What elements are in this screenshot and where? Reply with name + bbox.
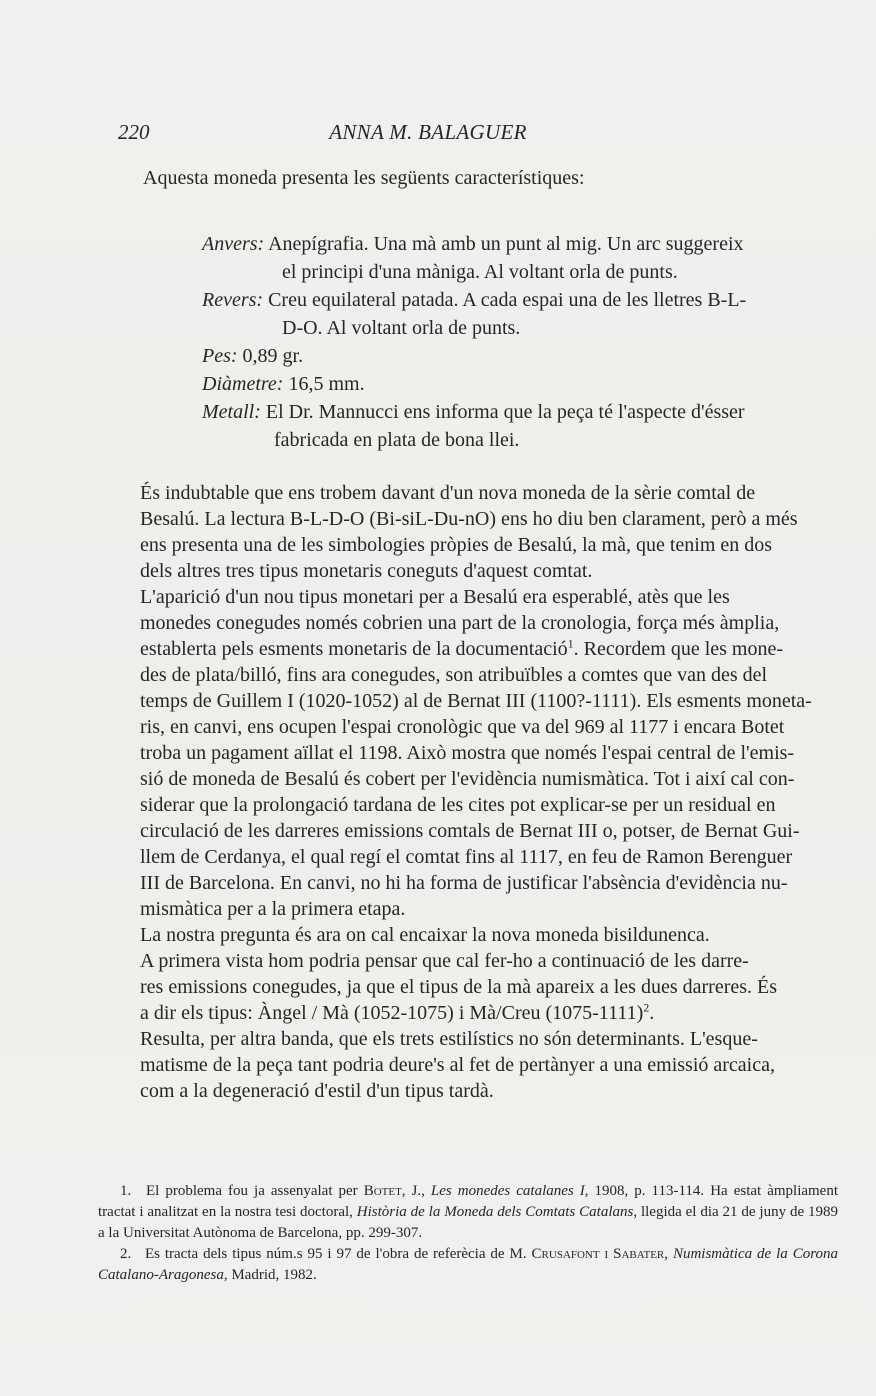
text-line: ens presenta una de les simbologies pròpies de Besalú, la mà, que tenim en dos	[140, 534, 773, 556]
entry-label: Revers:	[202, 289, 264, 311]
entry-text: Anepígrafia. Una mà amb un punt al mig. Un arc suggereix	[268, 233, 744, 255]
entry-pes	[202, 342, 842, 370]
page-header	[118, 120, 738, 148]
coin-characteristics	[202, 230, 842, 454]
text-line: troba un pagament aïllat el 1198. Això mostra que només l'espai central de l'emis-	[140, 742, 795, 764]
footnote-text: , Madrid, 1982.	[223, 1267, 317, 1283]
paragraph-5	[96, 1026, 836, 1104]
text-line: L'aparició d'un nou tipus monetari per a Besalú era esperablé, atès que les	[140, 586, 730, 608]
entry-text: El Dr. Mannucci ens informa que la peça té l'aspecte d'ésser	[265, 401, 745, 423]
entry-text: 16,5 mm.	[288, 373, 365, 395]
text-line: És indubtable que ens trobem davant d'un nova moneda de la sèrie comtal de	[140, 482, 756, 504]
text-line: res emissions conegudes, ja que el tipus de la mà apareix a les dues darreres. És	[140, 976, 778, 998]
entry-text: el principi d'una màniga. Al voltant orla de punts.	[282, 261, 678, 283]
entry-diametre	[202, 370, 842, 398]
text-line: des de plata/billó, fins ara conegudes, son atribuïbles a comtes que van des del	[140, 664, 768, 686]
text-fragment: a dir els tipus: Àngel / Mà (1052-1075) i Mà/Creu (1075-1111)	[140, 1002, 644, 1024]
text-line: A primera vista hom podria pensar que cal fer-ho a continuació de les darre-	[140, 950, 749, 972]
entry-label: Diàmetre:	[202, 373, 284, 395]
footnote-2	[98, 1244, 838, 1286]
paragraph-3	[96, 922, 836, 948]
footnote-text: El problema fou ja assenyalat per	[146, 1183, 364, 1199]
entry-metall	[202, 398, 842, 454]
intro-sentence: Aquesta moneda presenta les següents característiques:	[143, 167, 585, 189]
text-line: Besalú. La lectura B-L-D-O (Bi-siL-Du-nO) ens ho diu ben clarament, però a més	[140, 508, 798, 530]
text-line: mismàtica per a la primera etapa.	[140, 898, 406, 920]
entry-text: Creu equilateral patada. A cada espai una de les lletres B-L-	[268, 289, 747, 311]
footnote-ref-1[interactable]: 1	[567, 636, 574, 651]
text-line: circulació de les darreres emissions comtals de Bernat III o, potser, de Bernat Gui-	[140, 820, 800, 842]
footnote-number: 1.	[120, 1183, 132, 1199]
text-line: sió de moneda de Besalú és cobert per l'evidència numismàtica. Tot i així cal con-	[140, 768, 795, 790]
text-line: com a la degeneració d'estil d'un tipus tardà.	[140, 1080, 494, 1102]
footnote-text: , 1908, p. 113-114. Ha estat àmpliament tractat i analitzat en la nostra tesi doctoral,	[98, 1183, 839, 1220]
text-fragment: establerta pels esments monetaris de la documentació	[140, 638, 568, 660]
entry-text: 0,89 gr.	[242, 345, 304, 367]
text-line: Resulta, per altra banda, que els trets estilístics no són determinants. L'esque-	[140, 1028, 758, 1050]
text-line: matisme de la peça tant podria deure's al fet de pertànyer a una emissió arcaica,	[140, 1054, 775, 1076]
entry-text: fabricada en plata de bona llei.	[274, 429, 520, 451]
text-fragment: .	[649, 1002, 655, 1024]
entry-text: D-O. Al voltant orla de punts.	[282, 317, 521, 339]
page-number: 220	[118, 120, 150, 144]
footnote-title: Història de la Moneda dels Comtats Catalans	[356, 1204, 634, 1220]
text-line: temps de Guillem I (1020-1052) al de Bernat III (1100?-1111). Els esments moneta-	[140, 690, 812, 712]
text-line: siderar que la prolongació tardana de les cites pot explicar-se per un residual en	[140, 794, 776, 816]
footnote-author: Botet, J.	[363, 1183, 422, 1199]
paragraph-1	[96, 480, 836, 584]
footnote-ref-2[interactable]: 2	[643, 1000, 650, 1015]
footnote-text: , llegida el dia 21 de juny de 1989 a la Universitat Autònoma de Barcelona, pp. 299-307.	[98, 1204, 838, 1241]
text-line	[96, 1000, 836, 1026]
text-line: III de Barcelona. En canvi, no hi ha forma de justificar l'absència d'evidència nu-	[140, 872, 788, 894]
text-fragment: . Recordem que les mone-	[573, 638, 784, 660]
footnote-text: ,	[664, 1246, 673, 1262]
text-line: monedes conegudes només cobrien una part de la cronologia, força més àmplia,	[140, 612, 780, 634]
body-text	[96, 480, 836, 1104]
footnote-title: Les monedes catalanes I	[430, 1183, 585, 1199]
entry-label: Metall:	[202, 401, 261, 423]
entry-anvers	[202, 230, 842, 286]
footnote-text: Es tracta dels tipus núm.s 95 i 97 de l'obra de referècia de M.	[144, 1246, 532, 1262]
footnotes	[98, 1181, 838, 1286]
text-line: ris, en canvi, ens ocupen l'espai cronològic que va del 969 al 1177 i encara Botet	[140, 716, 785, 738]
entry-revers	[202, 286, 842, 342]
text-line	[96, 636, 836, 662]
footnote-author: Crusafont i Sabater	[531, 1246, 665, 1262]
entry-label: Anvers:	[202, 233, 265, 255]
text-line: llem de Cerdanya, el qual regí el comtat fins al 1117, en feu de Ramon Berenguer	[140, 846, 793, 868]
footnote-text: ,	[421, 1183, 431, 1199]
entry-label: Pes:	[202, 345, 238, 367]
paragraph-2	[96, 584, 836, 922]
text-line: dels altres tres tipus monetaris coneguts d'aquest comtat.	[140, 560, 593, 582]
paragraph-4	[96, 948, 836, 1026]
footnote-number: 2.	[120, 1246, 132, 1262]
footnote-title: Numismàtica de la Corona Catalano-Aragonesa	[98, 1246, 839, 1283]
text-line: La nostra pregunta és ara on cal encaixar la nova moneda bisildunenca.	[140, 924, 710, 946]
running-head: ANNA M. BALAGUER	[329, 120, 527, 144]
footnote-1	[98, 1181, 838, 1244]
